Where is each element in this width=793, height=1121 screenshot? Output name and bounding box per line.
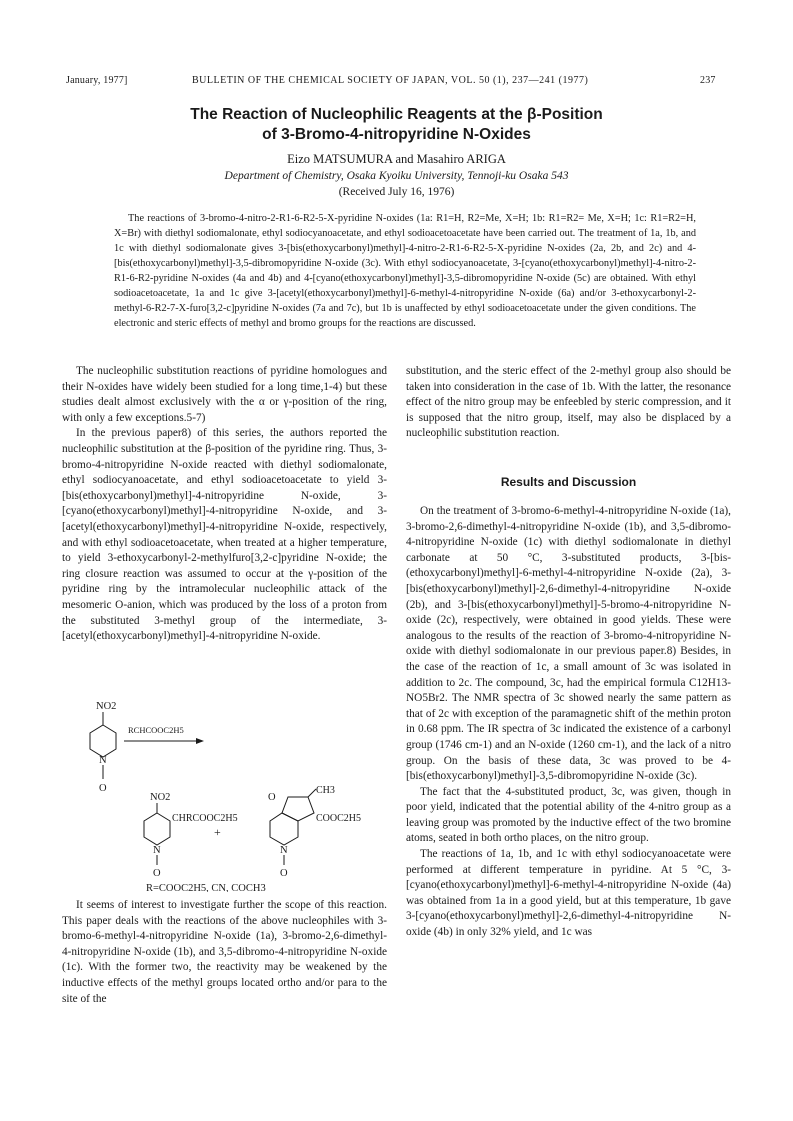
reaction-arrow-head: [196, 738, 204, 744]
journal-running-head: BULLETIN OF THE CHEMICAL SOCIETY OF JAPAN, VOL. 50 (1), 237—241 (1977): [192, 75, 589, 86]
scheme-p2-n: N: [280, 845, 288, 856]
scheme-p2-o: O: [268, 792, 276, 803]
furan-ring: [282, 797, 314, 821]
section-heading: Results and Discussion: [500, 475, 637, 489]
affiliation: Department of Chemistry, Osaka Kyoiku University, Tennoji-ku Osaka 543: [224, 170, 569, 182]
pyridine-ring-product2: [270, 813, 298, 845]
right-column-top: [406, 364, 731, 442]
results-paragraph-3: The reactions of 1a, 1b, and 1c with ethyl sodiocyanoacetate were performed at different temperature in pyridine. At 5 °C, 3-[cyano(ethoxycarbonyl)methyl]-6-methyl-4-nitropyridine N-oxide (4a) was obtained from 1a in a good yield, but at this temperature, 1b gave 3-[cyano(ethoxycarbonyl)methyl]-2,6-dimethyl-4-nitropyridine N-oxide (4b) in only 32% yield, and 1c was: [406, 848, 731, 939]
scheme-r-definition: R=COOC2H5, CN, COCH3: [146, 883, 266, 892]
right-paragraph-1: substitution, and the steric effect of the 2-methyl group also should be taken into consideration in the case of 1b. With the latter, the resonance effect of the nitro group may be enfeebled by steric compression, and it is supposed that the nitro group, itself, may also be displaced by a nucleophilic substitution reaction.: [406, 365, 731, 440]
scheme-p1-substituent: CHRCOOC2H5: [172, 813, 238, 824]
intro-paragraph-2: In the previous paper8) of this series, the authors reported the nucleophilic substitution at the β-position of the pyridine ring. Thus, 3-bromo-4-nitropyridine N-oxide reacted with diethyl sodiomalonate, ethyl sodiocyanoacetate, and ethyl sodioacetoacetate to yield 3-[bis(ethoxycarbonyl)methyl]-4-nitropyridine N-oxide, 3-[cyano(ethoxycarbonyl)methyl]-4-nitropyridine N-oxide, and 3-[acetyl(ethoxycarbonyl)methyl]-4-nitropyridine N-oxide, respectively, and with ethyl sodioacetoacetate, when treated at a higher temperature, to yield 3-ethoxycarbonyl-2-methylfuro[3,2-c]pyridine N-oxide; the ring closure reaction was assumed to occur at the γ-position of the pyridine ring by the intramolecular nucleophilic attack of the mesomeric O-anion, which was produced by the loss of a proton from the substituted 3-methyl group of the intermediate, 3-[acetyl(ethoxycarbonyl)methyl]-4-nitropyridine N-oxide.: [62, 427, 387, 643]
scheme-p1-n: N: [153, 845, 161, 856]
results-paragraph-2: The fact that the 4-substituted product, 3c, was given, though in poor yield, indicated that the potential ability of the 4-nitro group as a leaving group was promoted by the inductive effect of the two bromine atoms, seated in both ortho places, on the nitro group.: [406, 785, 731, 845]
page-number: 237: [700, 75, 716, 86]
right-column-body: [406, 504, 731, 941]
left-column-bottom: [62, 898, 387, 1007]
scheme-no2-label: NO2: [96, 701, 117, 712]
scheme-p1-o: O: [153, 868, 161, 879]
scope-paragraph: It seems of interest to investigate further the scope of this reaction. This paper deals with the reactions of the above nucleophiles with 3-bromo-6-methyl-4-nitropyridine N-oxide (1a), 3-bromo-2,6-dimethyl-4-nitropyridine N-oxide (1b), and 3,5-dibromo-4-nitropyridine N-oxide (1c). With the former two, the reactivity may be weakened by the inductive effects of the methyl groups located ortho and/or para to the site of the: [62, 899, 387, 1005]
scheme-n-label: N: [99, 755, 107, 766]
scheme-p2-methyl: CH3: [316, 785, 335, 796]
pyridine-ring-start: [90, 725, 116, 757]
intro-paragraph-1: The nucleophilic substitution reactions of pyridine homologues and their N-oxides have widely been studied for a long time,1-4) but these studies dealt almost exclusively with the α or γ-position of the ring, with only a few exceptions.5-7): [62, 365, 387, 424]
received-date: (Received July 16, 1976): [338, 186, 455, 198]
header-date: January, 1977]: [66, 75, 128, 86]
article-title-line1: The Reaction of Nucleophilic Reagents at the β-Position: [190, 106, 603, 123]
scheme-p2-ester: COOC2H5: [316, 813, 362, 824]
article-title-line2: of 3-Bromo-4-nitropyridine N-Oxides: [262, 126, 531, 143]
left-column-top: [62, 364, 387, 645]
reaction-scheme: [62, 697, 392, 892]
scheme-bond: [308, 789, 316, 797]
scheme-plus: +: [214, 825, 221, 839]
results-paragraph-1: On the treatment of 3-bromo-6-methyl-4-nitropyridine N-oxide (1a), 3-bromo-2,6-dimethyl-4-nitropyridine N-oxide (1b), and 3,5-dibromo-4-nitropyridine N-oxide (1c) with diethyl sodiomalonate in diethyl carbonate at 50 °C, 3-substituted products, 3-[bis(ethoxycarbonyl)methyl]-6-methyl-4-nitropyridine N-oxide (2a), 3-[bis(ethoxycarbonyl)methyl]-2,6-dimethyl-4-nitropyridine N-oxide (2b), and 3-[bis(ethoxycarbonyl)methyl]-5-bromo-4-nitropyridine N-oxide (2c), respectively, were obtained in good yields. These were analogous to the results of the reaction of 3-bromo-4-nitropyridine N-oxide with diethyl sodiomalonate in our previous paper.8) Besides, in the case of the reaction of 1c, a small amount of 3c was isolated in addition to 2c. The compound, 3c, had the empirical formula C12H13-NO5Br2. The NMR spectra of 3c showed nearly the same pattern as that of 2c with exception of the paramagnetic shift of the methin proton in 0.68 ppm. The IR spectra of 3c indicated the existence of a carbonyl group (1746 cm-1) and an N-oxide (1260 cm-1), and the lack of a nitro group. On the basis of these data, 3c was proved to be 4-[bis(ethoxycarbonyl)methyl]-3,5-dibromopyridine N-oxide (3c).: [406, 505, 731, 783]
scheme-p1-no2: NO2: [150, 792, 171, 803]
scheme-p2-o-oxide: O: [280, 868, 288, 879]
pyridine-ring-product1: [144, 813, 170, 845]
scheme-o-label: O: [99, 783, 107, 794]
scheme-reagent: RCHCOOC2H5: [128, 725, 184, 735]
abstract: The reactions of 3-bromo-4-nitro-2-R1-6-R2-5-X-pyridine N-oxides (1a: R1=H, R2=Me, X=H; 1b: R1=R2= Me, X=H; 1c: R1=R2=H, X=Br) with diethyl sodiomalonate, ethyl sodiocyanoacetate, and ethyl sodioacetoacetate have been carried out. The treatment of 1a, 1b, and 1c with diethyl sodiomalonate gives 3-[bis(ethoxycarbonyl)methyl]-4-nitro-2-R1-6-R2-5-X-pyridine N-oxides (2a, 2b, and 2c) and 4-[bis(ethoxycarbonyl)methyl]-3,5-dibromopyridine N-oxide (3c). With ethyl sodiocyanoacetate, 3-[cyano(ethoxycarbonyl)methyl]-4-nitro-2-R1-6-R2-pyridine N-oxides (4a and 4b) and 4-[cyano(ethoxycarbonyl)methyl]-3,5-dibromopyridine N-oxide (5c) are obtained. With ethyl sodioacetoacetate, 1a and 1c give 3-[acetyl(ethoxycarbonyl)methyl]-6-methyl-4-nitropyridine N-oxide (6a) and/or 3-ethoxycarbonyl-2-methyl-6-R2-7-X-furo[3,2-c]pyridine N-oxides (7a and 7c), but 1b is unaffected by ethyl sodioacetoacetate under the given conditions. The electronic and steric effects of methyl and bromo groups for the reactions are discussed.: [114, 213, 696, 329]
authors: Eizo MATSUMURA and Masahiro ARIGA: [287, 152, 506, 166]
